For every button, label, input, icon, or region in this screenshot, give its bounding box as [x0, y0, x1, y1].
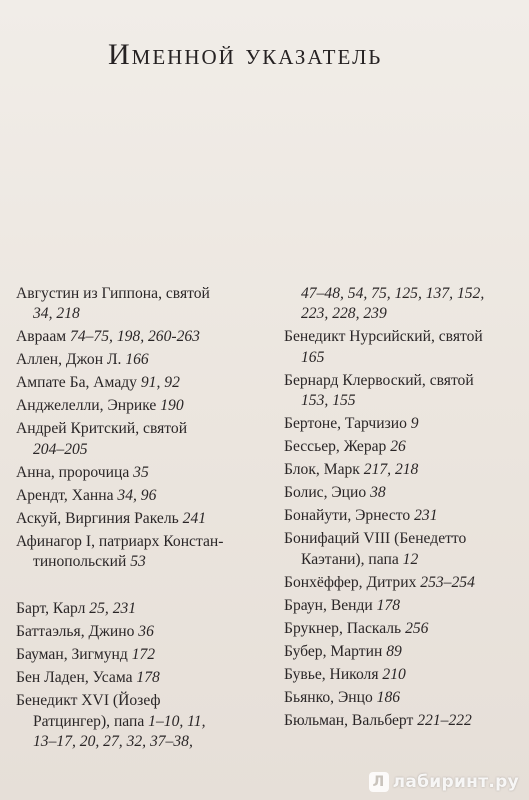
entry-pages: 186 — [376, 688, 401, 706]
index-entry — [16, 463, 271, 483]
entry-name: Анджелелли, Энрике — [16, 397, 161, 415]
entry-continuation — [16, 440, 271, 460]
index-entry — [284, 619, 524, 639]
entry-name: Арендт, Ханна — [16, 486, 118, 504]
entry-name: Аллен, Джон Л. — [16, 351, 126, 369]
entry-first-line — [16, 622, 271, 642]
index-entry — [16, 284, 271, 325]
entry-continuation — [284, 391, 524, 411]
entry-pages: 178 — [376, 596, 401, 614]
index-entry — [284, 460, 524, 480]
index-entry — [16, 350, 271, 370]
entry-name: Аскуй, Виргиния Ракель — [16, 509, 183, 527]
index-entry — [16, 327, 271, 347]
entry-first-line — [16, 373, 271, 393]
entry-first-line — [284, 414, 524, 434]
entry-pages: 231 — [414, 507, 438, 525]
entry-first-line — [16, 509, 271, 529]
entry-first-line — [16, 419, 271, 439]
entry-first-line — [16, 532, 271, 552]
index-entry — [284, 284, 524, 325]
entry-continuation-pages-2: 13–17, 20, 27, 32, 37–38, — [33, 733, 193, 751]
entry-pages: 38 — [370, 484, 386, 502]
index-entry — [284, 414, 524, 434]
entry-pages: 36 — [138, 623, 154, 641]
entry-continuation-pages: 204–205 — [33, 440, 88, 458]
entry-name: Бертоне, Тарчизио — [284, 415, 411, 433]
entry-pages: 210 — [382, 665, 406, 683]
entry-continuation-2 — [284, 304, 524, 324]
entry-continuation-pages-2: 223, 228, 239 — [301, 305, 387, 323]
entry-name: Бен Ладен, Усама — [16, 669, 137, 687]
index-entry — [16, 396, 271, 416]
entry-first-line — [284, 460, 524, 480]
entry-pages: 89 — [386, 642, 402, 660]
entry-continuation-pages: 34, 218 — [33, 305, 80, 323]
entry-name: Болис, Эцио — [284, 484, 371, 502]
entry-name: Бонифаций VIII (Бенедетто — [284, 530, 467, 548]
entry-pages: 217, 218 — [363, 461, 419, 479]
index-entry — [284, 483, 524, 503]
entry-name: Барт, Карл — [16, 600, 90, 618]
entry-first-line — [284, 688, 524, 708]
index-entry — [284, 688, 524, 708]
entry-continuation-pages: 47–48, 54, 75, 125, 137, 152, — [301, 285, 485, 302]
entry-name: Бубер, Мартин — [284, 642, 387, 660]
entry-pages: 74–75, 198, 260-263 — [70, 328, 200, 346]
index-entry — [16, 486, 271, 506]
letter-group-gap — [16, 575, 271, 599]
entry-pages: 9 — [410, 415, 419, 433]
index-entry — [284, 437, 524, 457]
entry-name: Брукнер, Паскаль — [284, 619, 406, 637]
entry-continuation — [284, 284, 524, 304]
entry-name: Браун, Венди — [284, 596, 377, 614]
entry-continuation-pages: 53 — [130, 553, 146, 571]
index-entry — [284, 665, 524, 685]
entry-first-line — [284, 573, 524, 593]
entry-name: Бессьер, Жерар — [284, 438, 391, 456]
entry-first-line — [284, 711, 524, 731]
entry-name: Андрей Критский, святой — [16, 420, 188, 438]
entry-name: Бауман, Зигмунд — [16, 646, 132, 664]
entry-name: Бенедикт XVI (Йозеф — [16, 692, 161, 710]
entry-pages: 241 — [182, 509, 207, 527]
entry-first-line — [16, 599, 271, 619]
entry-name: Баттаэлья, Джино — [16, 623, 139, 641]
entry-continuation-pages: 153, 155 — [301, 392, 356, 410]
watermark-text: лабиринт.ру — [392, 772, 519, 792]
entry-pages: 221–222 — [417, 711, 472, 729]
entry-continuation-pages: 1–10, 11, — [148, 712, 206, 730]
index-column-left — [16, 284, 271, 755]
entry-continuation — [16, 712, 271, 732]
index-entry — [284, 573, 524, 593]
entry-first-line — [284, 371, 524, 391]
entry-name: Ампате Ба, Амаду — [16, 374, 141, 392]
entry-first-line — [284, 596, 524, 616]
index-entry — [16, 373, 271, 393]
labirint-watermark — [369, 772, 519, 792]
entry-first-line — [284, 529, 524, 549]
entry-pages: 178 — [136, 669, 160, 687]
entry-name: Бьянко, Энцо — [284, 688, 377, 706]
entry-first-line — [16, 691, 271, 711]
index-entry — [284, 529, 524, 570]
entry-first-line — [16, 327, 271, 347]
entry-pages: 25, 231 — [89, 600, 137, 618]
entry-continuation-2 — [16, 732, 271, 752]
index-entry — [16, 668, 271, 688]
entry-first-line — [16, 463, 271, 483]
entry-continuation — [16, 304, 271, 324]
entry-continuation-text: Каэтани), папа — [301, 550, 403, 568]
index-entry — [16, 622, 271, 642]
index-entry — [16, 509, 271, 529]
entry-continuation-pages: 165 — [301, 348, 325, 366]
entry-continuation — [284, 348, 524, 368]
entry-first-line — [16, 284, 271, 304]
entry-pages: 91, 92 — [140, 374, 180, 392]
entry-first-line — [284, 642, 524, 662]
entry-continuation-text: Ратцингер), папа — [33, 712, 149, 730]
entry-name: Августин из Гиппона, святой — [16, 285, 210, 302]
entry-first-line — [16, 350, 271, 370]
index-entry — [284, 596, 524, 616]
entry-pages: 35 — [133, 463, 149, 481]
entry-name: Бонхёффер, Дитрих — [284, 573, 421, 591]
entry-continuation — [16, 552, 271, 572]
entry-first-line — [284, 665, 524, 685]
entry-first-line — [16, 668, 271, 688]
entry-first-line — [284, 483, 524, 503]
index-entry — [284, 371, 524, 412]
entry-pages: 34, 96 — [117, 486, 157, 504]
index-entry — [16, 645, 271, 665]
entry-name: Анна, пророчица — [16, 463, 134, 481]
entry-pages: 256 — [405, 619, 429, 637]
entry-name: Бонайути, Эрнесто — [284, 507, 415, 525]
entry-continuation-text: тинопольский — [33, 553, 131, 571]
labirint-logo-icon: Л — [369, 772, 389, 792]
index-title: Именной указатель — [108, 38, 383, 71]
entry-name: Авраам — [16, 328, 71, 346]
entry-first-line — [284, 619, 524, 639]
entry-pages: 172 — [131, 646, 156, 664]
entry-name: Бернард Клервоский, святой — [284, 371, 474, 389]
index-entry — [284, 642, 524, 662]
entry-first-line — [284, 327, 524, 347]
entry-name: Афинагор I, патриарх Констан- — [16, 532, 224, 550]
index-entry — [284, 506, 524, 526]
index-entry — [284, 711, 524, 731]
entry-first-line — [284, 506, 524, 526]
index-entry — [16, 532, 271, 573]
entry-continuation — [284, 550, 524, 570]
entry-pages: 253–254 — [420, 573, 475, 591]
entry-first-line — [16, 645, 271, 665]
entry-first-line — [284, 437, 524, 457]
index-entry — [16, 599, 271, 619]
entry-name: Блок, Марк — [284, 461, 364, 479]
entry-name: Бенедикт Нурсийский, святой — [284, 328, 483, 346]
index-column-right — [284, 284, 524, 734]
entry-pages: 26 — [390, 438, 406, 456]
index-entry — [284, 327, 524, 368]
entry-name: Бюльман, Вальберт — [284, 711, 418, 729]
entry-continuation-pages: 12 — [402, 550, 419, 568]
entry-first-line — [16, 396, 271, 416]
index-entry — [16, 419, 271, 460]
entry-pages: 166 — [125, 351, 149, 369]
index-entry — [16, 691, 271, 752]
entry-name: Бувье, Николя — [284, 665, 383, 683]
entry-pages: 190 — [160, 397, 184, 415]
entry-first-line — [16, 486, 271, 506]
